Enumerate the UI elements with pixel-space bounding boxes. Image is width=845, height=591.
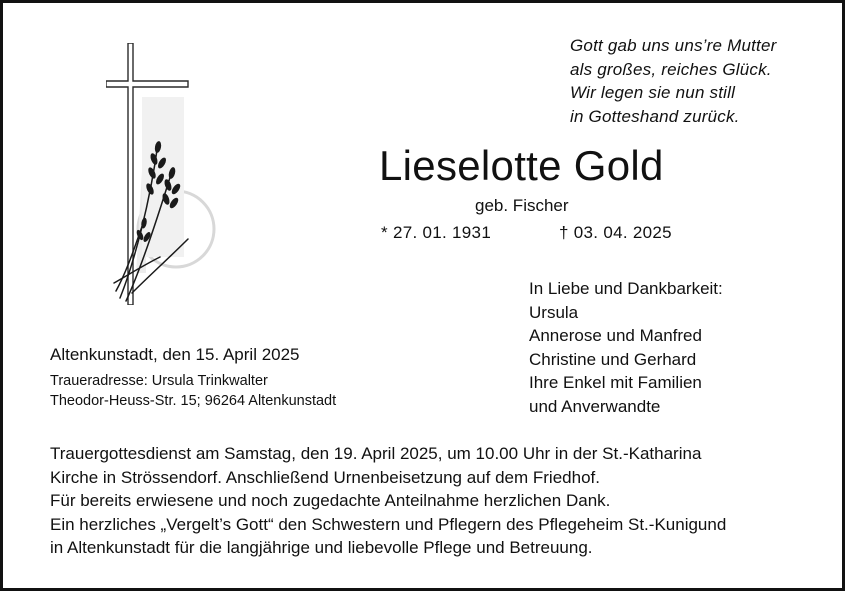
service-line: Trauergottesdienst am Samstag, den 19. April 2025, um 10.00 Uhr in der St.-Katharina bbox=[50, 444, 702, 463]
poem bbox=[570, 34, 776, 128]
death-date: † 03. 04. 2025 bbox=[559, 223, 672, 242]
mourners-line: Annerose und Manfred bbox=[529, 326, 702, 345]
maiden-name: geb. Fischer bbox=[475, 196, 569, 215]
poem-line: als großes, reiches Glück. bbox=[570, 59, 772, 79]
mourners-list bbox=[529, 277, 723, 418]
birth-date: * 27. 01. 1931 bbox=[381, 223, 492, 242]
place-and-date: Altenkunstadt, den 15. April 2025 bbox=[50, 345, 300, 364]
mourners-line: In Liebe und Dankbarkeit: bbox=[529, 279, 723, 298]
address-line: Traueradresse: Ursula Trinkwalter bbox=[50, 373, 268, 389]
service-line: Kirche in Strössendorf. Anschließend Urnenbeisetzung auf dem Friedhof. bbox=[50, 467, 600, 487]
poem-line: Gott gab uns uns’re Mutter bbox=[570, 36, 777, 55]
service-notice bbox=[50, 442, 726, 560]
address-line: Theodor-Heuss-Str. 15; 96264 Altenkunstadt bbox=[50, 393, 337, 409]
mourners-line: und Anverwandte bbox=[529, 396, 661, 416]
service-line: Ein herzliches „Vergelt’s Gott“ den Schwestern und Pflegern des Pflegeheim St.-Kunigund bbox=[50, 514, 727, 534]
service-line: in Altenkunstadt für die langjährige und liebevolle Pflege und Betreuung. bbox=[50, 538, 593, 557]
mourners-line: Ursula bbox=[529, 302, 579, 322]
cross-with-wheat-icon bbox=[106, 43, 218, 305]
mourners-line: Christine und Gerhard bbox=[529, 349, 697, 369]
deceased-name-text: Lieselotte Gold bbox=[379, 142, 664, 189]
mourning-address bbox=[50, 371, 336, 411]
poem-line: Wir legen sie nun still bbox=[570, 83, 736, 102]
mourners-line: Ihre Enkel mit Familien bbox=[529, 373, 702, 392]
poem-line: in Gotteshand zurück. bbox=[570, 106, 740, 126]
service-line: Für bereits erwiesene und noch zugedachte Anteilnahme herzlichen Dank. bbox=[50, 491, 611, 510]
